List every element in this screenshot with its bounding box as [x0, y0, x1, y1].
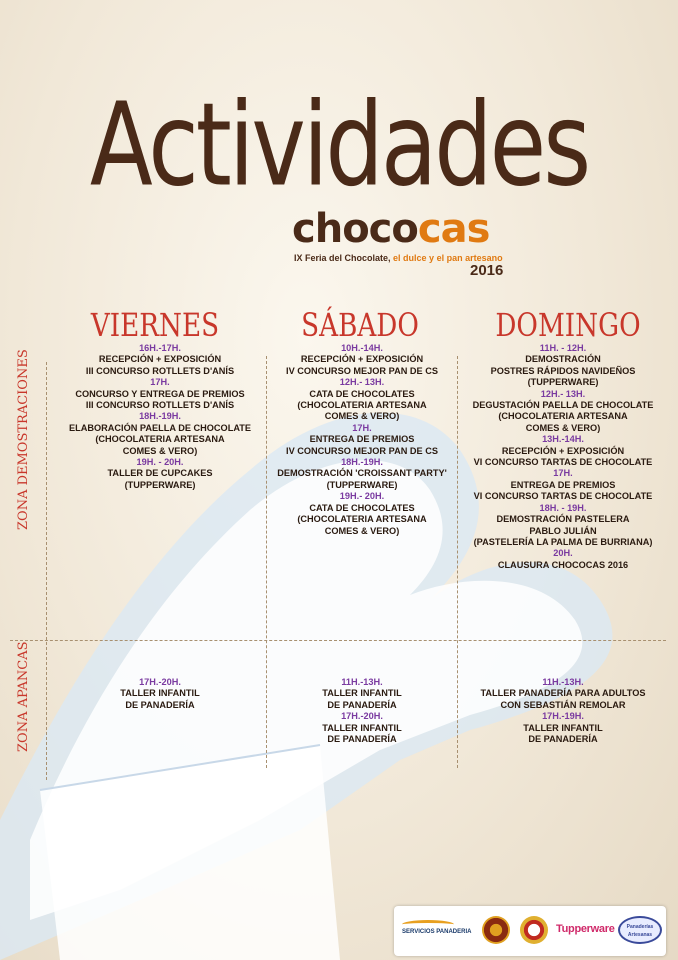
seal-logo-1	[482, 916, 510, 944]
activity-text: TALLER INFANTIL	[120, 688, 200, 699]
activity-text: III CONCURSO ROTLLETS D'ANÍS	[85, 400, 235, 411]
activity-time: 12H.- 13H.	[540, 388, 586, 399]
activity-time: 12H.- 13H.	[339, 377, 385, 388]
activity-text: CLAUSURA CHOCOCAS 2016	[497, 559, 629, 570]
activity-text: VI CONCURSO TARTAS DE CHOCOLATE	[473, 457, 653, 468]
activity-text: CONCURSO Y ENTREGA DE PREMIOS	[75, 388, 245, 399]
seal-logo-2	[520, 916, 548, 944]
activity-time: 17H.	[352, 422, 372, 433]
activity-text: IV CONCURSO MEJOR PAN DE CS	[286, 365, 438, 376]
schedule-viernes-demostraciones	[58, 343, 262, 491]
activity-time: 11H.-13H.	[542, 677, 584, 687]
event-subtitle: IX Feria del Chocolate, el dulce y el pan artesano	[294, 253, 503, 263]
activity-time: 19H.- 20H.	[339, 491, 385, 502]
activity-text: CATA DE CHOCOLATES	[309, 388, 415, 399]
activity-text: COMES & VERO)	[525, 422, 601, 433]
activity-text: TALLER DE CUPCAKES	[107, 468, 213, 479]
activity-text: (TUPPERWARE)	[124, 479, 196, 490]
activity-text: RECEPCIÓN + EXPOSICIÓN	[98, 354, 222, 365]
event-year: 2016	[470, 262, 504, 279]
tupperware-logo: Tupperware	[556, 923, 615, 935]
activity-text: (PASTELERÍA LA PALMA DE BURRIANA)	[473, 536, 653, 547]
brand-logo: chococas	[292, 206, 490, 252]
activity-text: CATA DE CHOCOLATES	[309, 502, 415, 513]
day-heading-sabado: SÁBADO	[301, 306, 419, 344]
activity-text: ENTREGA DE PREMIOS	[309, 434, 415, 445]
activity-time: 20H.	[553, 548, 573, 559]
activity-text: PABLO JULIÁN	[529, 525, 597, 536]
activity-text: III CONCURSO ROTLLETS D'ANÍS	[85, 365, 235, 376]
schedule-sabado-apancas	[268, 677, 456, 745]
activity-text: TALLER PANADERÍA PARA ADULTOS	[480, 688, 646, 699]
oval-sponsor-logo: Panaderías Artesanas	[618, 916, 662, 944]
activity-text: CON SEBASTIÁN REMOLAR	[500, 699, 626, 710]
activity-time: 13H.-14H.	[542, 434, 584, 445]
activity-time: 18H.-19H.	[341, 457, 383, 468]
activity-text: COMES & VERO)	[324, 411, 400, 422]
activity-text: DE PANADERÍA	[327, 734, 397, 745]
activity-text: COMES & VERO)	[324, 525, 400, 536]
activity-text: (TUPPERWARE)	[527, 377, 599, 388]
schedule-domingo-demostraciones	[458, 343, 668, 571]
activity-time: 17H.-20H.	[341, 711, 383, 722]
activity-time: 11H. - 12H.	[539, 343, 587, 353]
activity-text: (CHOCOLATERIA ARTESANA	[95, 434, 225, 445]
schedule-sabado-demostraciones	[268, 343, 456, 537]
activity-time: 17H.-19H.	[542, 711, 584, 722]
activity-time: 16H.-17H.	[139, 343, 181, 353]
activity-text: POSTRES RÁPIDOS NAVIDEÑOS	[490, 365, 636, 376]
activity-text: IV CONCURSO MEJOR PAN DE CS	[286, 445, 438, 456]
column-divider	[266, 356, 267, 768]
activity-time: 17H.	[150, 377, 170, 388]
activity-time: 19H. - 20H.	[136, 457, 184, 468]
activity-text: DE PANADERÍA	[327, 699, 397, 710]
activity-text: RECEPCIÓN + EXPOSICIÓN	[300, 354, 424, 365]
activity-text: (CHOCOLATERIA ARTESANA	[297, 400, 427, 411]
zone-label-demostraciones: ZONA DEMOSTRACIONES	[16, 349, 31, 530]
activity-text: VI CONCURSO TARTAS DE CHOCOLATE	[473, 491, 653, 502]
activity-text: (TUPPERWARE)	[326, 479, 398, 490]
activity-time: 17H.	[553, 468, 573, 479]
schedule-domingo-apancas	[458, 677, 668, 745]
activity-text: RECEPCIÓN + EXPOSICIÓN	[501, 445, 625, 456]
activity-time: 17H.-20H.	[139, 677, 181, 687]
day-heading-viernes: VIERNES	[90, 306, 220, 344]
day-heading-domingo: DOMINGO	[495, 306, 641, 344]
activity-text: TALLER INFANTIL	[523, 722, 603, 733]
activity-time: 18H. - 19H.	[539, 502, 587, 513]
activity-text: DEMOSTRACIÓN 'CROISSANT PARTY'	[277, 468, 447, 479]
activity-text: DE PANADERÍA	[125, 699, 195, 710]
zone-divider	[46, 362, 47, 780]
sponsors-bar	[394, 906, 666, 956]
schedule-viernes-apancas	[58, 677, 262, 711]
activity-text: TALLER INFANTIL	[322, 722, 402, 733]
activity-text: COMES & VERO)	[122, 445, 198, 456]
activity-text: (CHOCOLATERIA ARTESANA	[498, 411, 628, 422]
page-title: Actividades	[89, 78, 589, 212]
activity-text: (CHOCOLATERIA ARTESANA	[297, 514, 427, 525]
servicios-panaderia-logo: SERVICIOS PANADERIA	[402, 920, 471, 935]
activity-text: DEMOSTRACIÓN PASTELERA	[496, 514, 630, 525]
activity-text: ELABORACIÓN PAELLA DE CHOCOLATE	[68, 422, 252, 433]
activity-text: ENTREGA DE PREMIOS	[510, 479, 616, 490]
activity-text: TALLER INFANTIL	[322, 688, 402, 699]
activity-text: DEGUSTACIÓN PAELLA DE CHOCOLATE	[472, 400, 654, 411]
activity-time: 18H.-19H.	[139, 411, 181, 422]
activity-text: DEMOSTRACIÓN	[525, 354, 601, 365]
row-divider	[10, 640, 666, 641]
activity-text: DE PANADERÍA	[528, 734, 598, 745]
activity-time: 10H.-14H.	[341, 343, 383, 353]
activity-time: 11H.-13H.	[341, 677, 383, 687]
zone-label-apancas: ZONA APANCAS	[16, 641, 31, 752]
